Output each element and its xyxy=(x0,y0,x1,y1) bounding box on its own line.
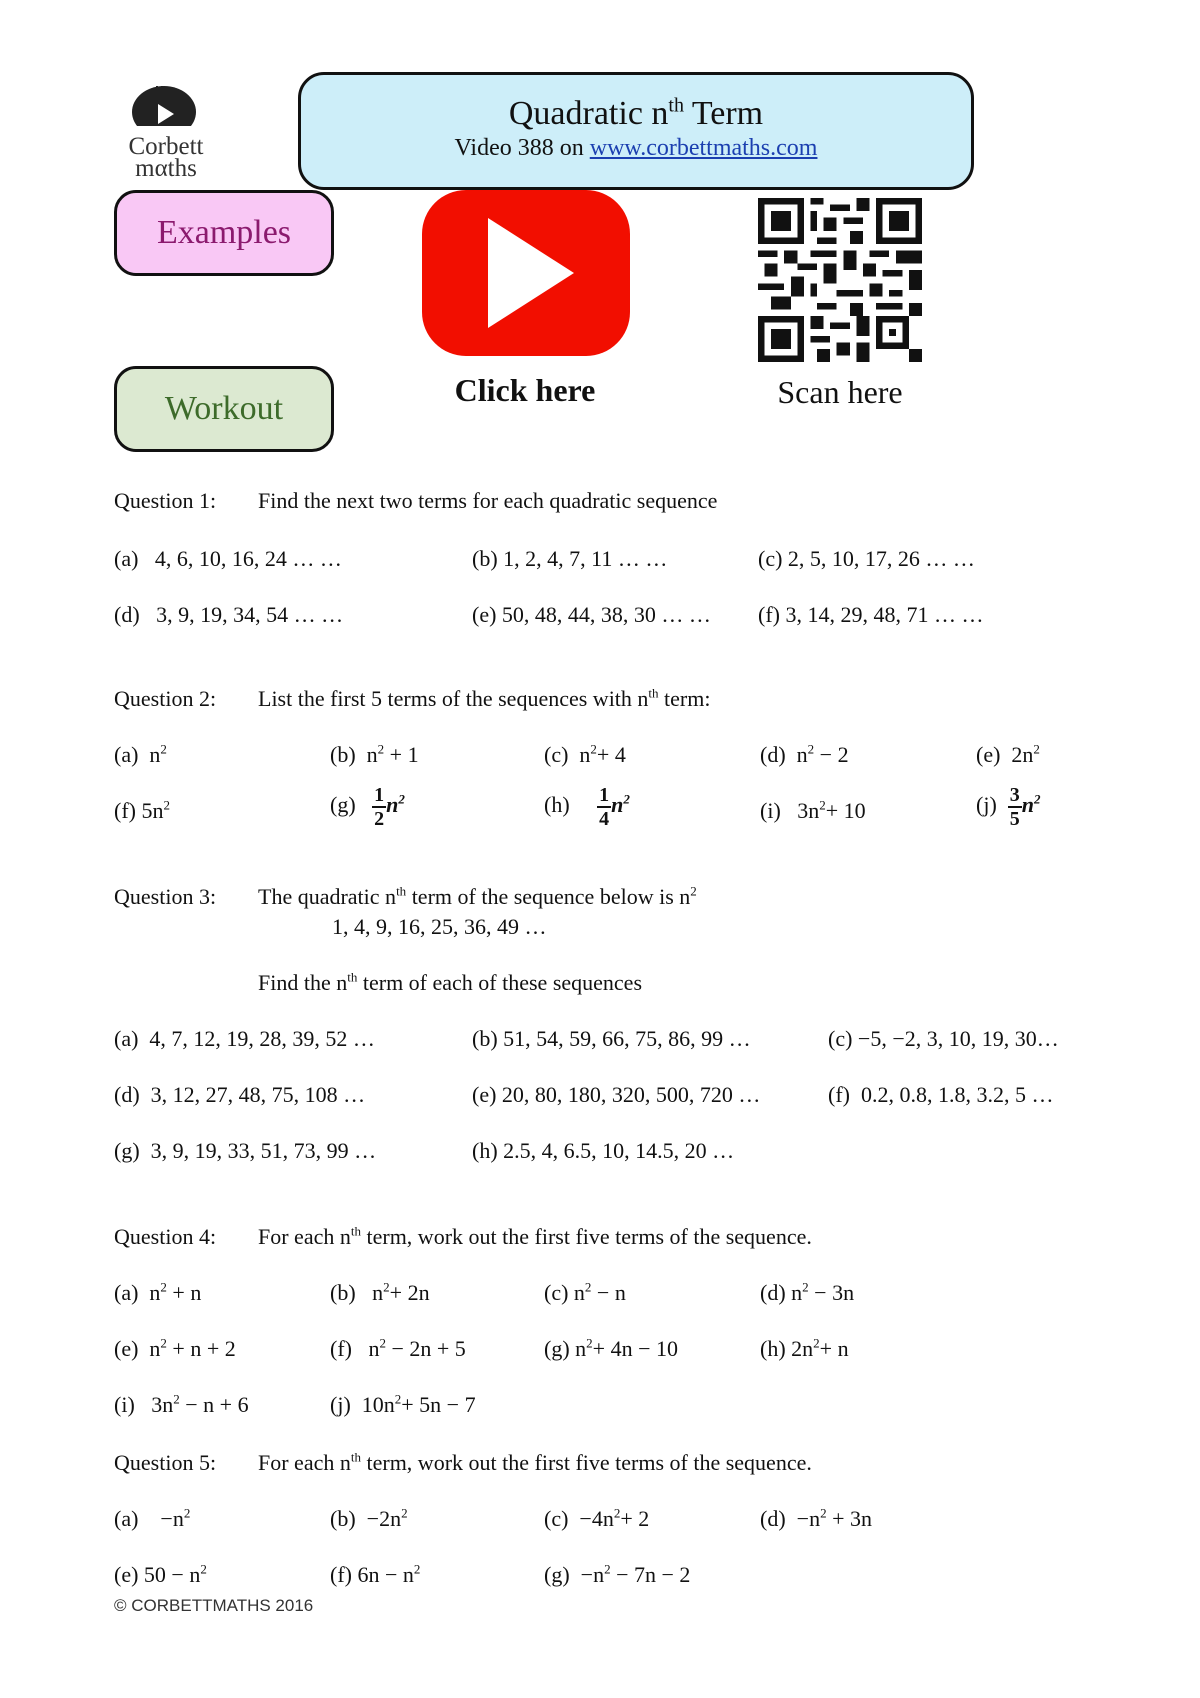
q3-item-h: (h) 2.5, 4, 6.5, 10, 14.5, 20 … xyxy=(472,1138,735,1163)
q5-item-e: (e) $50 - n^2$ xyxy=(114,1561,207,1587)
play-icon xyxy=(422,190,630,356)
q2-item-h: (h) $\frac{1}{4}$ $n^2$ xyxy=(544,784,630,830)
examples-button[interactable]: Examples xyxy=(114,190,334,276)
q1-label: Question 1: xyxy=(114,488,217,513)
q2-item-g: (g) $\frac{1}{2}$ $n^2$ xyxy=(330,784,405,830)
q4-item-a: (a) $n^2 + n$ xyxy=(114,1279,202,1305)
q1-item-d: (d) 3, 9, 19, 34, 54 … … xyxy=(114,602,344,627)
q5-item-g: $(g) -n^2 - 7n - 2$ xyxy=(544,1561,691,1587)
q1-item-c: (c) 2, 5, 10, 17, 26 … … xyxy=(758,546,975,571)
q2-text: List the first 5 terms of the sequences with $n^{th}$ term: xyxy=(258,685,711,711)
q2-item-c: (c) $n^2+ 4$ xyxy=(544,741,626,767)
video-play-button[interactable] xyxy=(422,190,630,356)
q3-sequence: 1, 4, 9, 16, 25, 36, 49 … xyxy=(332,914,547,939)
page-title: Quadratic $n^{th}$ Term xyxy=(508,94,764,132)
corbettmaths-link[interactable]: www.corbettmaths.com xyxy=(589,135,818,161)
q4-item-j: (j) $10n^2+ 5n - 7$ xyxy=(330,1391,476,1417)
q3-item-a: (a) 4, 7, 12, 19, 28, 39, 52 … xyxy=(114,1026,375,1051)
q3-item-f: (f) 0.2, 0.8, 1.8, 3.2, 5 … xyxy=(828,1082,1054,1107)
q1-item-f: (f) 3, 14, 29, 48, 71 … … xyxy=(758,602,984,627)
qr-code-icon xyxy=(758,198,922,362)
workout-button[interactable]: Workout xyxy=(114,366,334,452)
q4-item-f: (f) $n^2 - 2n + 5$ xyxy=(330,1335,466,1361)
q4-item-d: (d) $n^2 - 3n$ xyxy=(760,1279,855,1305)
corbettmaths-logo-icon xyxy=(128,86,200,138)
q5-item-c: $(c) -4n^2+ 2$ xyxy=(544,1505,650,1531)
q5-item-a: (a) $-n^2$ xyxy=(114,1505,191,1531)
video-subtitle: Video 388 on www.corbettmaths.com xyxy=(454,135,818,161)
q4-label: Question 4: xyxy=(114,1224,217,1249)
scan-here-label: Scan here xyxy=(777,374,903,410)
q4-item-c: (c) $n^2 - n$ xyxy=(544,1279,626,1305)
q5-label: Question 5: xyxy=(114,1450,217,1475)
q2-item-d: (d) $n^2 - 2$ xyxy=(760,741,849,767)
q3-item-d: (d) 3, 12, 27, 48, 75, 108 … xyxy=(114,1082,366,1107)
q1-item-b: (b) 1, 2, 4, 7, 11 … … xyxy=(472,546,668,571)
logo-text: Corbett mαths xyxy=(128,133,204,182)
q2-item-e: (e) $2n^2$ xyxy=(976,741,1040,767)
q3-item-e: (e) 20, 80, 180, 320, 500, 720 … xyxy=(472,1082,761,1107)
q3-text: The quadratic $n^{th}$ term of the sequence below is $n^2$ xyxy=(258,883,697,909)
q4-item-e: (e) $n^2 + n + 2$ xyxy=(114,1335,236,1361)
q4-item-b: (b) $n^2+ 2n$ xyxy=(330,1279,430,1305)
q5-item-d: $(d) -n^2 + 3n$ xyxy=(760,1505,872,1531)
q1-item-e: (e) 50, 48, 44, 38, 30 … … xyxy=(472,602,711,627)
copyright-footer: © CORBETTMATHS 2016 xyxy=(114,1596,314,1615)
q4-item-g: (g) $n^2+ 4n - 10$ xyxy=(544,1335,678,1361)
q1-text: Find the next two terms for each quadratic sequence xyxy=(258,488,718,513)
q5-item-b: $(b) -2n^2$ xyxy=(330,1505,408,1531)
q2-item-a: (a) $n^2$ xyxy=(114,741,167,767)
q4-item-h: (h) $2n^2+ n$ xyxy=(760,1335,849,1361)
q3-item-b: (b) 51, 54, 59, 66, 75, 86, 99 … xyxy=(472,1026,751,1051)
q1-item-a: (a) 4, 6, 10, 16, 24 … … xyxy=(114,546,342,571)
q3-item-c: (c) −5, −2, 3, 10, 19, 30… xyxy=(828,1026,1059,1051)
q2-item-j: (j) $\frac{3}{5}$ $n^2$ xyxy=(976,784,1041,830)
q3-instruction: Find the $n^{th}$ term of each of these sequences xyxy=(258,969,643,995)
title-box xyxy=(298,72,974,190)
q3-label: Question 3: xyxy=(114,884,217,909)
q2-item-i: (i) $3n^2+ 10$ xyxy=(760,797,866,823)
q5-text: For each $n^{th}$ term, work out the first five terms of the sequence. xyxy=(258,1449,812,1475)
q3-item-g: (g) 3, 9, 19, 33, 51, 73, 99 … xyxy=(114,1138,377,1163)
q2-label: Question 2: xyxy=(114,686,217,711)
q5-item-f: (f) $6n - n^2$ xyxy=(330,1561,421,1587)
q4-text: For each $n^{th}$ term, work out the first five terms of the sequence. xyxy=(258,1223,812,1249)
q2-item-b: (b) $n^2 + 1$ xyxy=(330,741,419,767)
click-here-label[interactable]: Click here xyxy=(454,372,596,408)
q2-item-f: (f) $5n^2$ xyxy=(114,797,170,823)
q4-item-i: (i) $3n^2 - n + 6$ xyxy=(114,1391,249,1417)
